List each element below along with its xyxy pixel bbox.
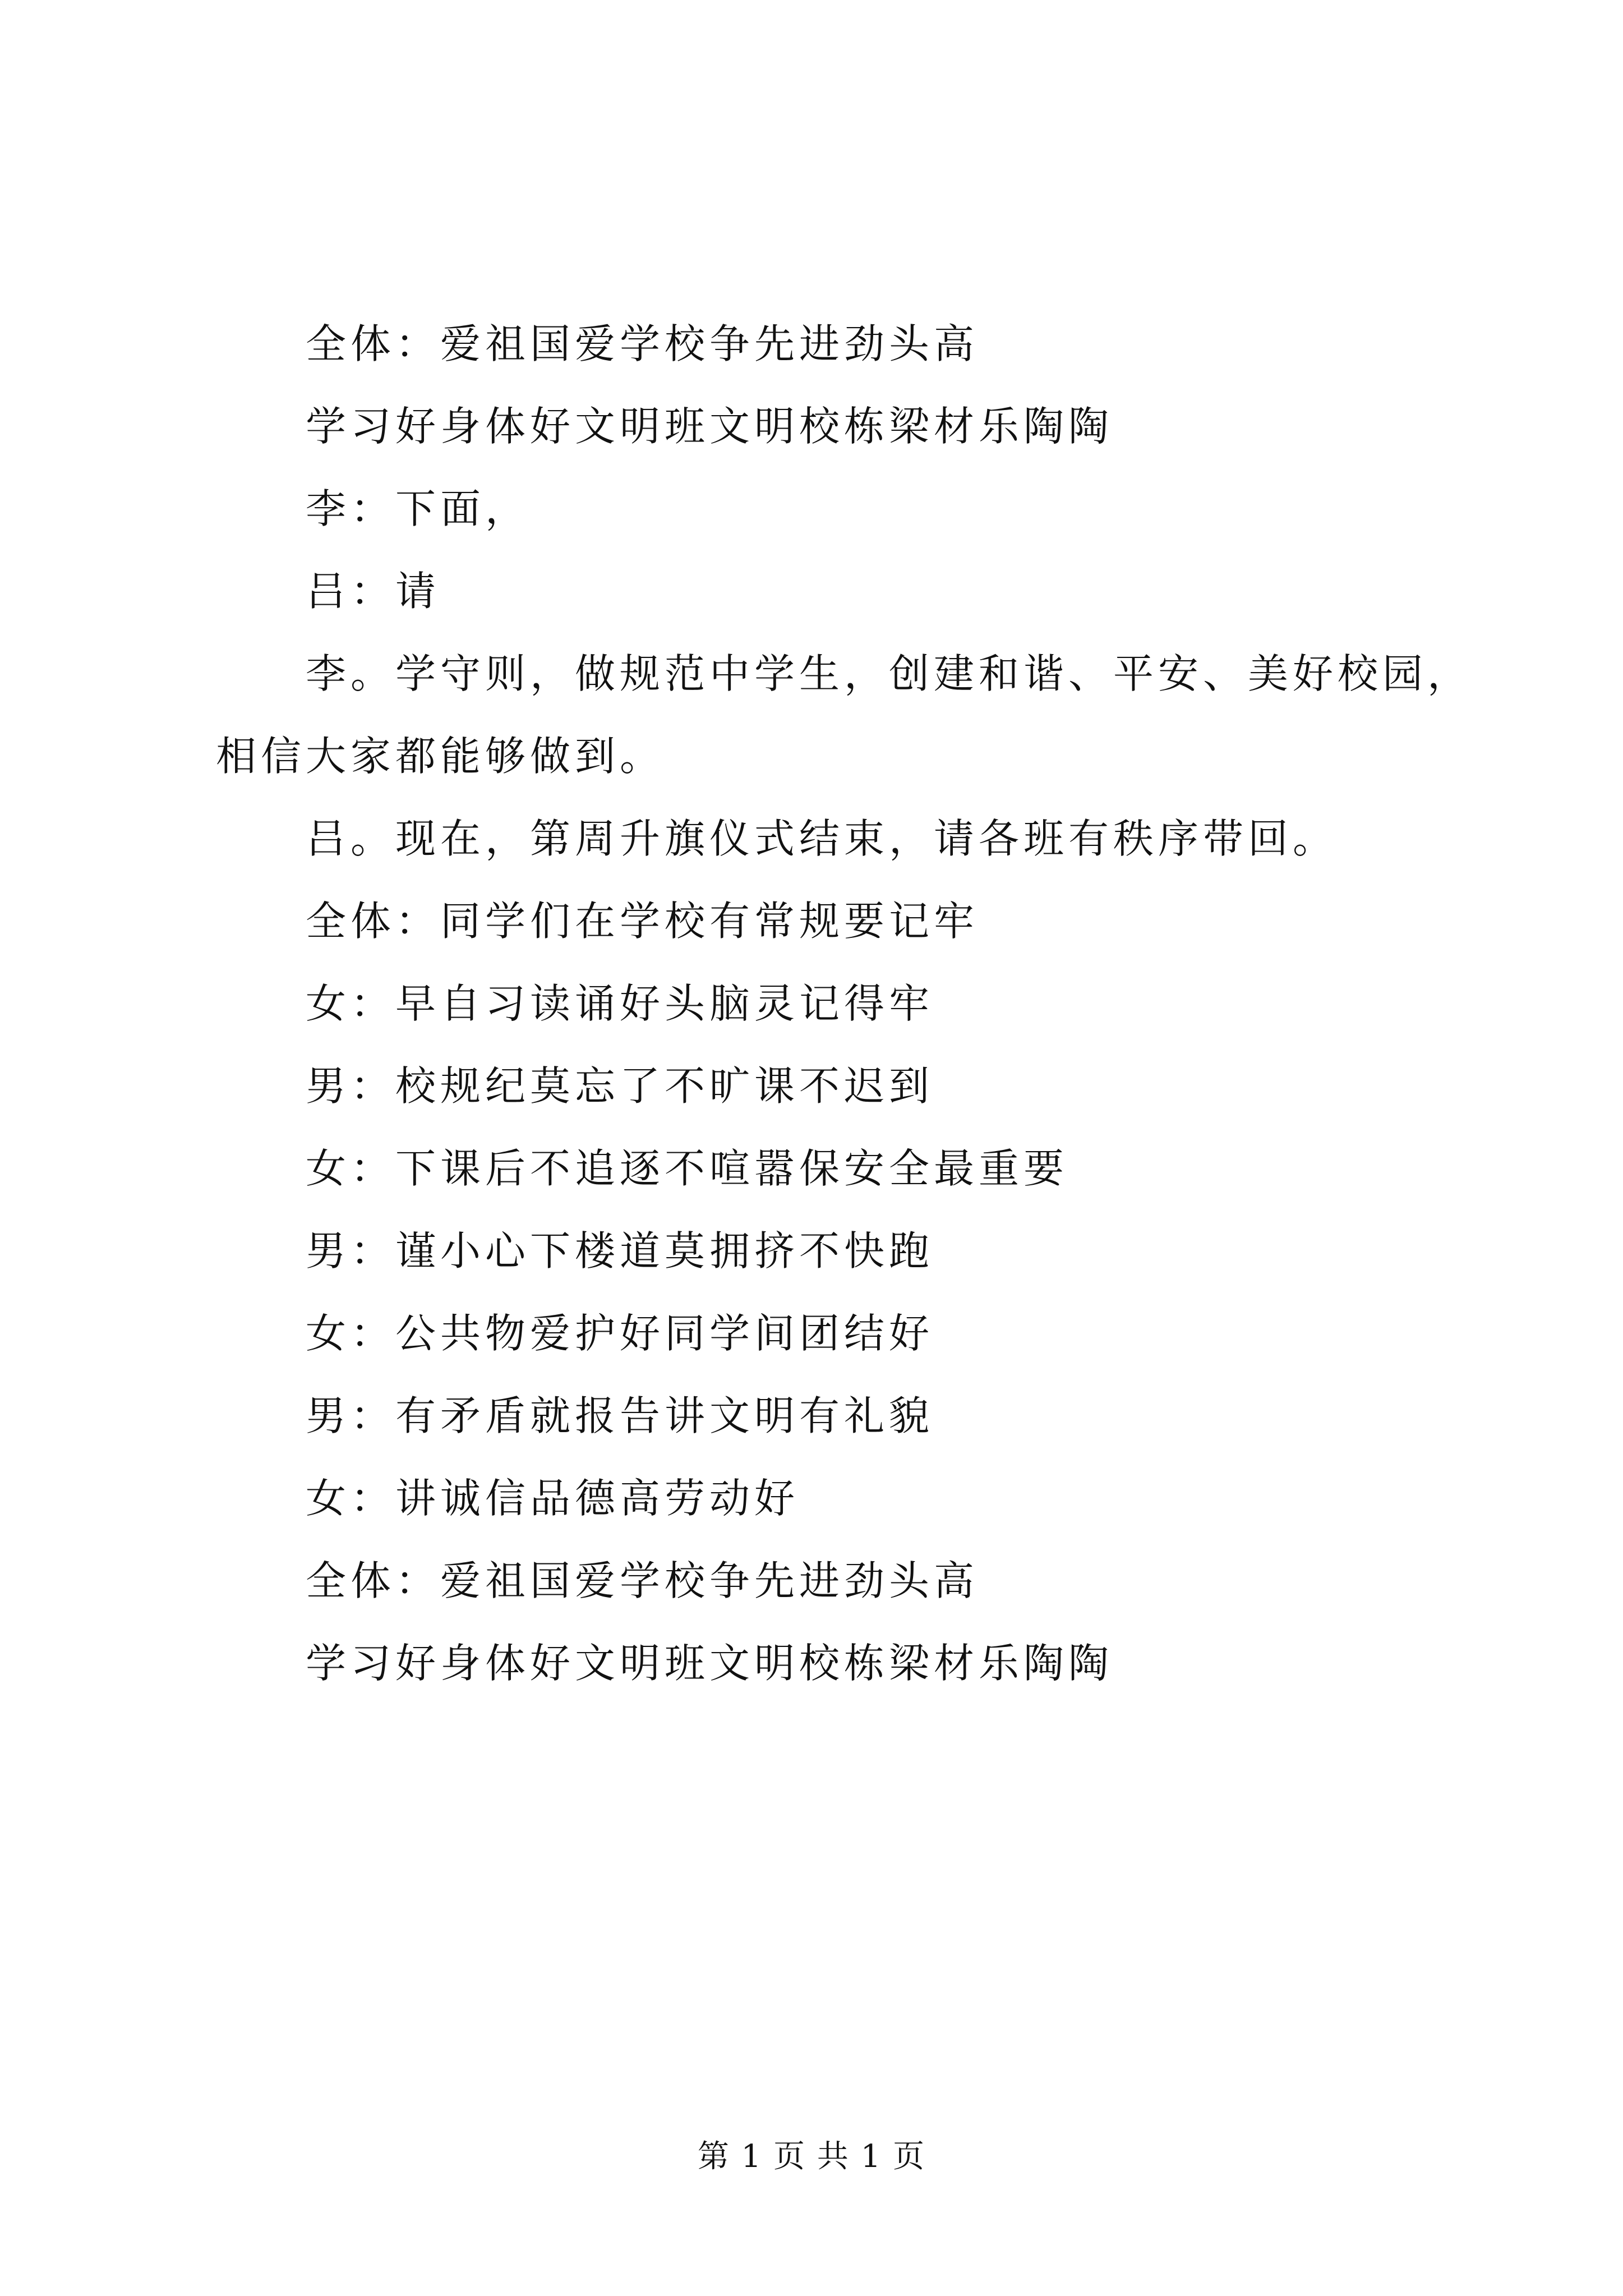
paragraph: 全体：同学们在学校有常规要记牢 [306,898,979,945]
paragraph: 男：有矛盾就报告讲文明有礼貌 [306,1392,934,1439]
paragraph: 女：早自习读诵好头脑灵记得牢 [306,980,934,1027]
paragraph: 女：公共物爱护好同学间团结好 [306,1310,934,1357]
paragraph: 女：讲诚信品德高劳动好 [306,1475,800,1522]
paragraph: 男：谨小心下楼道莫拥挤不快跑 [306,1227,934,1274]
paragraph: 吕。现在，第周升旗仪式结束，请各班有秩序带回。 [306,815,1338,862]
paragraph: 男：校规纪莫忘了不旷课不迟到 [306,1062,934,1110]
paragraph: 全体：爱祖国爱学校争先进劲头高 [306,320,979,367]
paragraph: 全体：爱祖国爱学校争先进劲头高 [306,1557,979,1604]
paragraph: 女：下课后不追逐不喧嚣保安全最重要 [306,1145,1069,1192]
paragraph: 学习好身体好文明班文明校栋梁材乐陶陶 [306,403,1114,450]
page-footer: 第 1 页 共 1 页 [697,2138,926,2175]
document-body [216,303,1483,1705]
paragraph: 李：下面， [306,485,531,532]
paragraph: 吕：请 [306,568,441,615]
paragraph: 学习好身体好文明班文明校栋梁材乐陶陶 [306,1640,1114,1687]
paragraph: 李。学守则，做规范中学生，创建和谐、平安、美好校园，相信大家都能够做到。 [216,650,1473,780]
